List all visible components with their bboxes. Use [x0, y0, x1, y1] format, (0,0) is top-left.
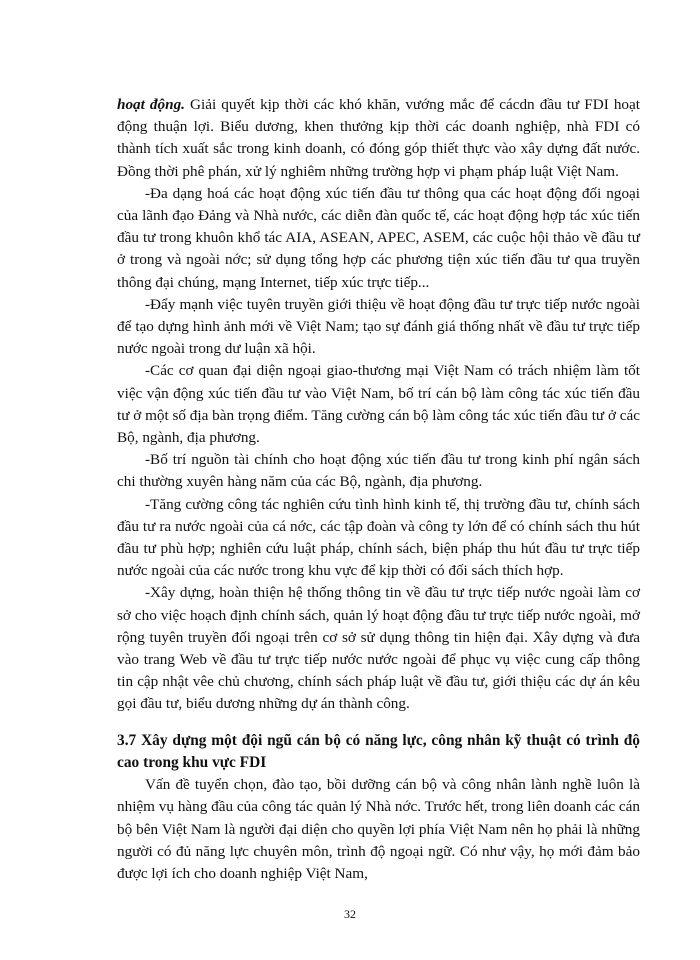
section-heading: 3.7 Xây dựng một đội ngũ cán bộ có năng lực, công nhân kỹ thuật có trình độ cao trong khu vực FDI [117, 731, 640, 771]
paragraph-4: -Các cơ quan đại diện ngoại giao-thương mại Việt Nam có trách nhiệm làm tốt việc vận động xúc tiến đầu tư vào Việt Nam, bố trí cán bộ làm công tác xúc tiến đầu tư ở một số địa bàn trọng điểm. Tăng cường cán bộ làm công tác xúc tiến đầu tư ở các Bộ, ngành, địa phương. [117, 362, 640, 447]
section-paragraph: Vấn đề tuyển chọn, đào tạo, bồi dưỡng cán bộ và công nhân lành nghề luôn là nhiệm vụ hàng đầu của công tác quản lý Nhà nớc. Trước hết, trong liên doanh các cán bộ bên Việt Nam là người đại diện cho quyền lợi phía Việt Nam nên họ phải là những người có đủ năng lực chuyên môn, trình độ ngoại ngữ. Có như vậy, họ mới đảm bảo được lợi ích cho doanh nghiệp Việt Nam, [117, 776, 640, 882]
paragraph-1-lead: hoạt động. [117, 96, 185, 113]
paragraph-5: -Bố trí nguồn tài chính cho hoạt động xúc tiến đầu tư trong kinh phí ngân sách chi thường xuyên hàng năm của các Bộ, ngành, địa phương. [117, 451, 640, 491]
paragraph-1-text: Giải quyết kịp thời các khó khăn, vướng mắc để cácdn đầu tư FDI hoạt động thuận lợi. Biểu dương, khen thưởng kịp thời các doanh nghiệp, nhà FDI có thành tích xuất sắc trong kinh doanh, có đóng góp thiết thực vào xây dựng đất nước. Đồng thời phê phán, xử lý nghiêm những trường hợp vi phạm pháp luật Việt Nam. [117, 96, 640, 180]
paragraph-1 [117, 94, 640, 183]
paragraph-3: -Đẩy mạnh việc tuyên truyền giới thiệu về hoạt động đầu tư trực tiếp nước ngoài để tạo dựng hình ảnh mới về Việt Nam; tạo sự đánh giá thống nhất về đầu tư trực tiếp nước ngoài trong dư luận xã hội. [117, 295, 640, 358]
paragraph-7: -Xây dựng, hoàn thiện hệ thống thông tin về đầu tư trực tiếp nước ngoài làm cơ sở cho việc hoạch định chính sách, quản lý hoạt động đầu tư trực tiếp nước ngoài, mở rộng tuyên truyền đối ngoại trên cơ sở sử dụng thông tin hiện đại. Xây dựng và đưa vào trang Web về đầu tư trực tiếp nước nước ngoài để phục vụ việc cung cấp thông tin cập nhật vêe chủ chương, chính sách pháp luật về đầu tư, giới thiệu các dự án kêu gọi đầu tư, biểu dương những dự án thành công. [117, 584, 640, 713]
paragraph-6: -Tăng cường công tác nghiên cứu tình hình kinh tế, thị trường đầu tư, chính sách đầu tư ra nước ngoài của cá nớc, các tập đoàn và công ty lớn để có chính sách thu hút đầu tư phù hợp; nghiên cứu luật pháp, chính sách, biện pháp thu hút đầu tư trực tiếp nước ngoài của các nước trong khu vực để kịp thời có đối sách thích hợp. [117, 495, 640, 580]
page-number: 32 [344, 907, 356, 921]
paragraph-2: -Đa dạng hoá các hoạt động xúc tiến đầu tư thông qua các hoạt động đối ngoại của lãnh đạo Đảng và Nhà nước, các diễn đàn quốc tế, các hoạt động hợp tác xúc tiến đầu tư trong khuôn khổ tác AIA, ASEAN, APEC, ASEM, các cuộc hội thảo về đầu tư ở trong và ngoài nớc; sử dụng tổng hợp các phương tiện xúc tiến đầu tư qua truyền thông đại chúng, mạng Internet, tiếp xúc trực tiếp... [117, 184, 640, 291]
